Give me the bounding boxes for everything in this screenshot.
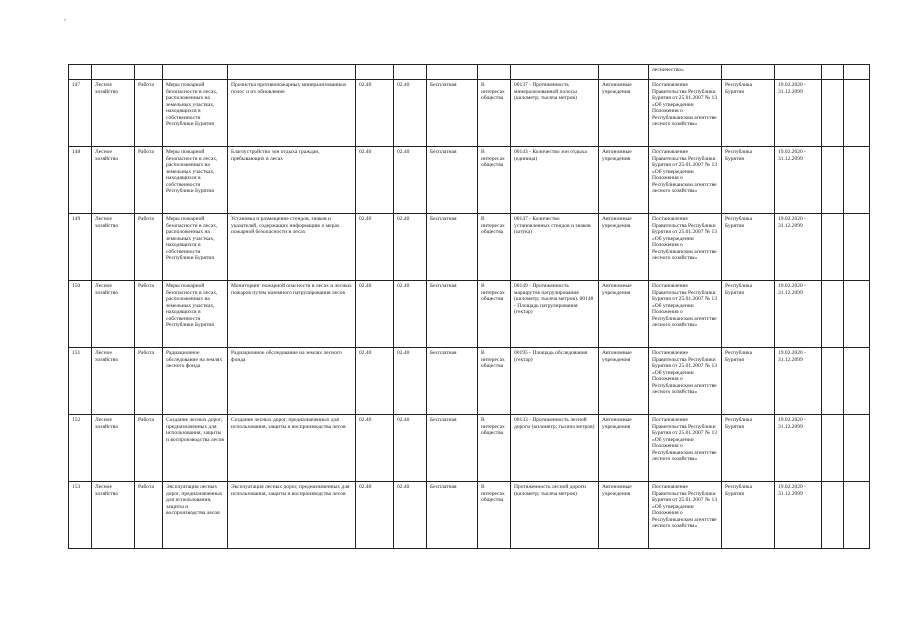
service-name-cell: Меры пожарной безопасности в лесах, расположенных на земельных участках, находящихся в собственности Республики Бурятия: [163, 214, 228, 281]
empty-cell: [822, 482, 844, 549]
period-cell: 19.02.2020 - 31.12.2099: [775, 147, 822, 214]
authority-cell: Республика Бурятия: [722, 482, 775, 549]
legal-act-cell: Постановление Правительства Республики Бурятия от 25.01.2007 № 13 «Об утверждении Положения о Республиканском агентстве лесного хозяйства»: [649, 147, 722, 214]
payment-cell: Бесплатная: [427, 80, 478, 147]
row-number-cell: 148: [69, 147, 92, 214]
consumers-cell: В интересах общества: [478, 80, 511, 147]
code-cell: 02.40: [394, 348, 427, 415]
institution-cell: Автономные учреждения: [599, 482, 649, 549]
row-number-cell: 147: [69, 80, 92, 147]
table-row: [69, 147, 870, 214]
table-row: [69, 281, 870, 348]
type-cell: Работа: [135, 147, 163, 214]
service-name-cell: Меры пожарной безопасности в лесах, расположенных на земельных участках, находящихся в собственности Республики Бурятия: [163, 147, 228, 214]
row-number-cell: 153: [69, 482, 92, 549]
payment-cell: Бесплатная: [427, 348, 478, 415]
indicator-cell: 00133 - Протяженность лесной дороги (километр; тысяча метров): [511, 415, 599, 482]
authority-cell: Республика Бурятия: [722, 147, 775, 214]
empty-cell: [844, 482, 870, 549]
empty-cell: [844, 80, 870, 147]
legal-act-cell: лесничество»: [649, 65, 722, 80]
industry-cell: Лесное хозяйство: [92, 147, 135, 214]
institution-cell: Автономные учреждения: [599, 214, 649, 281]
code-cell: 02.40: [394, 80, 427, 147]
service-name-cell: Меры пожарной безопасности в лесах, расположенных на земельных участках, находящихся в собственности Республики Бурятия: [163, 281, 228, 348]
table-row: [69, 80, 870, 147]
content-cell: Создание лесных дорог, предназначенных для использования, защиты и воспроизводства лесов: [228, 415, 356, 482]
code-cell: 02.40: [356, 147, 394, 214]
type-cell: Работа: [135, 214, 163, 281]
empty-cell: [822, 281, 844, 348]
authority-cell: Республика Бурятия: [722, 214, 775, 281]
authority-cell: Республика Бурятия: [722, 80, 775, 147]
authority-cell: Республика Бурятия: [722, 348, 775, 415]
payment-cell: Бесплатная: [427, 415, 478, 482]
indicator-cell: 00147 - Количество установленных стендов и знаков (штука): [511, 214, 599, 281]
payment-cell: Бесплатная: [427, 214, 478, 281]
industry-cell: Лесное хозяйство: [92, 214, 135, 281]
empty-cell: [822, 415, 844, 482]
institution-cell: Автономные учреждения: [599, 281, 649, 348]
authority-cell: Республика Бурятия: [722, 281, 775, 348]
content-cell: Установка и размещение стендов, знаков и указателей, содержащих информацию о мерах пожарной безопасности в лесах: [228, 214, 356, 281]
legal-act-cell: Постановление Правительства Республики Бурятия от 25.01.2007 № 13 «Об утверждении Положения о Республиканском агентстве лесного хозяйства»: [649, 415, 722, 482]
code-cell: 02.40: [394, 415, 427, 482]
type-cell: Работа: [135, 348, 163, 415]
indicator-cell: Протяженность лесной дороги (километр; тысяча метров): [511, 482, 599, 549]
consumers-cell: В интересах общества: [478, 147, 511, 214]
content-cell: Мониторинг пожарной опасности в лесах и лесных пожаров путем наземного патрулирования лесов: [228, 281, 356, 348]
period-cell: 19.02.2020 - 31.12.2099: [775, 482, 822, 549]
legal-act-cell: Постановление Правительства Республики Бурятия от 25.01.2007 № 13 «Об утверждении Положения о Республиканском агентстве лесного хозяйства»: [649, 281, 722, 348]
legal-act-cell: Постановление Правительства Республики Бурятия от 25.01.2007 № 13 «Об утверждении Положения о Республиканском агентстве лесного хозяйства»: [649, 348, 722, 415]
legal-act-cell: Постановление Правительства Республики Бурятия от 25.01.2007 № 13 «Об утверждении Положения о Республиканском агентстве лесного хозяйства»: [649, 80, 722, 147]
institution-cell: Автономные учреждения: [599, 80, 649, 147]
service-name-cell: Эксплуатация лесных дорог, предназначенных для использования, защиты и воспроизводства лесов: [163, 482, 228, 549]
type-cell: Работа: [135, 415, 163, 482]
row-number-cell: 151: [69, 348, 92, 415]
empty-cell: [844, 147, 870, 214]
row-number-cell: 152: [69, 415, 92, 482]
empty-cell: [822, 80, 844, 147]
page-mark: ,: [64, 14, 66, 22]
code-cell: 02.40: [356, 415, 394, 482]
table-row-continuation: [69, 65, 870, 80]
content-cell: Благоустройство зон отдыха граждан, пребывающих в лесах: [228, 147, 356, 214]
industry-cell: Лесное хозяйство: [92, 80, 135, 147]
content-cell: Радиационное обследование на землях лесного фонда: [228, 348, 356, 415]
code-cell: 02.40: [356, 348, 394, 415]
type-cell: Работа: [135, 482, 163, 549]
code-cell: 02.40: [356, 214, 394, 281]
service-name-cell: Радиационное обследование на землях лесного фонда: [163, 348, 228, 415]
payment-cell: Бесплатная: [427, 281, 478, 348]
legal-act-cell: Постановление Правительства Республики Бурятия от 25.01.2007 № 13 «Об утверждении Положения о Республиканском агентстве лесного хозяйства»: [649, 482, 722, 549]
service-name-cell: Создание лесных дорог, предназначенных для использования, защиты и воспроизводства лесов: [163, 415, 228, 482]
registry-table-body: [69, 65, 870, 549]
content-cell: Прочистка противопожарных минерализованных полос и их обновление: [228, 80, 356, 147]
empty-cell: [822, 348, 844, 415]
consumers-cell: В интересах общества: [478, 415, 511, 482]
industry-cell: Лесное хозяйство: [92, 482, 135, 549]
code-cell: 02.40: [356, 482, 394, 549]
empty-cell: [844, 348, 870, 415]
code-cell: 02.40: [394, 482, 427, 549]
code-cell: 02.40: [394, 281, 427, 348]
table-row: [69, 482, 870, 549]
type-cell: Работа: [135, 80, 163, 147]
industry-cell: Лесное хозяйство: [92, 415, 135, 482]
code-cell: 02.40: [394, 214, 427, 281]
institution-cell: Автономные учреждения: [599, 348, 649, 415]
row-number-cell: 149: [69, 214, 92, 281]
period-cell: 19.02.2020 - 31.12.2099: [775, 415, 822, 482]
payment-cell: Бесплатная: [427, 482, 478, 549]
code-cell: 02.40: [356, 281, 394, 348]
empty-cell: [822, 214, 844, 281]
period-cell: 19.02.2020 - 31.12.2099: [775, 348, 822, 415]
institution-cell: Автономные учреждения: [599, 415, 649, 482]
table-row: [69, 214, 870, 281]
consumers-cell: В интересах общества: [478, 214, 511, 281]
industry-cell: Лесное хозяйство: [92, 348, 135, 415]
authority-cell: Республика Бурятия: [722, 415, 775, 482]
period-cell: 19.02.2020 - 31.12.2099: [775, 80, 822, 147]
consumers-cell: В интересах общества: [478, 348, 511, 415]
indicator-cell: 00143 - Количество зон отдыха (единица): [511, 147, 599, 214]
period-cell: 19.02.2020 - 31.12.2099: [775, 281, 822, 348]
consumers-cell: В интересах общества: [478, 482, 511, 549]
service-name-cell: Меры пожарной безопасности в лесах, расположенных на земельных участках, находящихся в собственности Республики Бурятия: [163, 80, 228, 147]
consumers-cell: В интересах общества: [478, 281, 511, 348]
content-cell: Эксплуатация лесных дорог, предназначенных для использования, защиты и воспроизводства лесов: [228, 482, 356, 549]
indicator-cell: 00149 - Протяженность маршрутов патрулирования (километр; тысяча метров). 00148 - Площадь патрулирования (гектар): [511, 281, 599, 348]
code-cell: 02.40: [356, 80, 394, 147]
registry-table: [68, 64, 870, 549]
type-cell: Работа: [135, 281, 163, 348]
empty-cell: [844, 281, 870, 348]
table-row: [69, 348, 870, 415]
institution-cell: Автономные учреждения: [599, 147, 649, 214]
table-row: [69, 415, 870, 482]
code-cell: 02.40: [394, 147, 427, 214]
row-number-cell: 150: [69, 281, 92, 348]
period-cell: 19.02.2020 - 31.12.2099: [775, 214, 822, 281]
indicator-cell: 00195 - Площадь обследования (гектар): [511, 348, 599, 415]
legal-act-cell: Постановление Правительства Республики Бурятия от 25.01.2007 № 13 «Об утверждении Положения о Республиканском агентстве лесного хозяйства»: [649, 214, 722, 281]
payment-cell: Бесплатная: [427, 147, 478, 214]
industry-cell: Лесное хозяйство: [92, 281, 135, 348]
indicator-cell: 00137 - Протяженность минерализованной полосы (километр; тысяча метров): [511, 80, 599, 147]
empty-cell: [822, 147, 844, 214]
empty-cell: [844, 214, 870, 281]
empty-cell: [844, 415, 870, 482]
